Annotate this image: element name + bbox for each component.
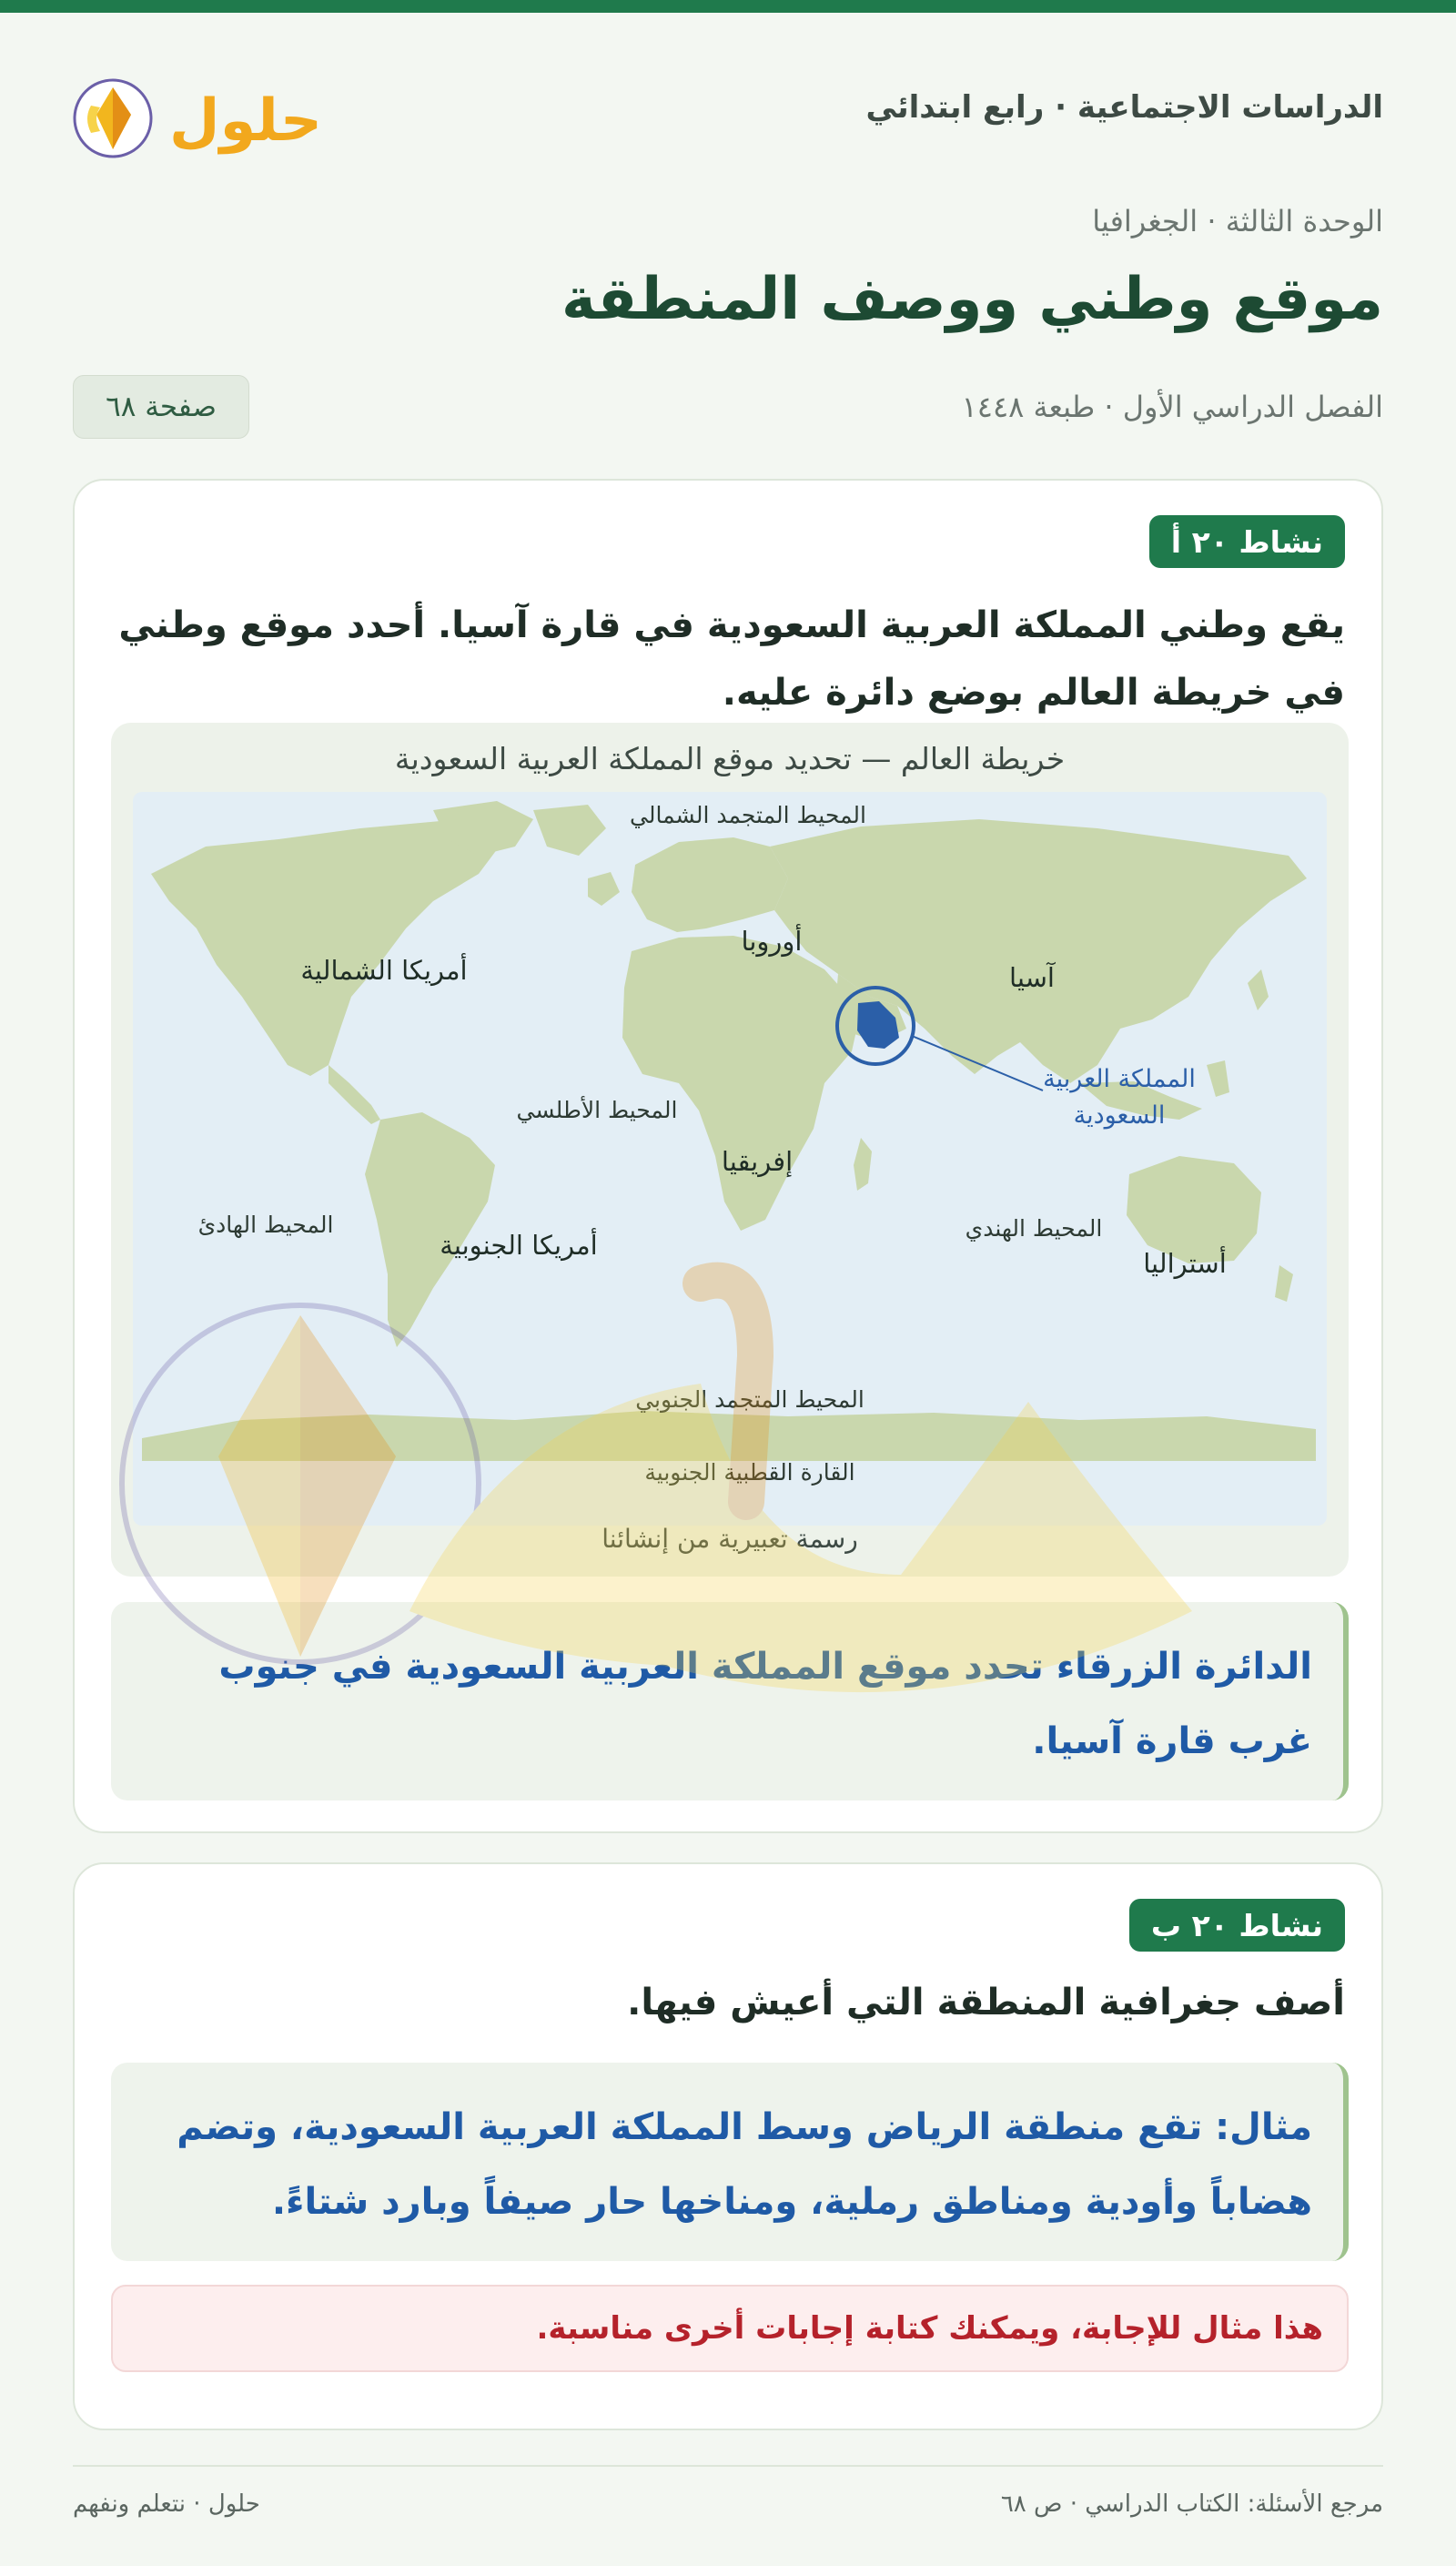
activity-a-label: نشاط ٢٠ أ — [1149, 515, 1345, 568]
page-title: موقع وطني ووصف المنطقة — [561, 266, 1383, 333]
label-arctic-ocean: المحيط المتجمد الشمالي — [630, 802, 866, 828]
answer-note: هذا مثال للإجابة، ويمكنك كتابة إجابات أخرى مناسبة. — [536, 2310, 1323, 2347]
label-ksa-line2: السعودية — [1073, 1101, 1166, 1130]
label-atlantic-ocean: المحيط الأطلسي — [516, 1097, 678, 1123]
footer-brand: حلول · نتعلم ونفهم — [73, 2490, 260, 2518]
subject-title: الدراسات الاجتماعية · رابع ابتدائي — [865, 89, 1383, 126]
label-pacific-ocean: المحيط الهادئ — [197, 1212, 334, 1238]
unit-label: الوحدة الثالثة · الجغرافيا — [1092, 204, 1383, 238]
activity-a-answer-box — [111, 1602, 1349, 1800]
page-header — [73, 62, 1383, 171]
label-asia: آسيا — [1009, 962, 1055, 993]
map-title: خريطة العالم — تحديد موقع المملكة العربية السعودية — [394, 741, 1066, 776]
label-australia: أستراليا — [1143, 1248, 1227, 1279]
hulul-logo[interactable] — [73, 62, 346, 171]
label-south-america: أمريكا الجنوبية — [440, 1230, 598, 1261]
label-antarctica: القارة القطبية الجنوبية — [644, 1459, 855, 1486]
top-accent-bar — [0, 0, 1456, 13]
activity-a-card — [73, 479, 1383, 1833]
activity-b-answer-box — [111, 2063, 1349, 2261]
activity-b-question: أصف جغرافية المنطقة التي أعيش فيها. — [627, 1982, 1345, 2023]
activity-b-label: نشاط ٢٠ ب — [1129, 1899, 1345, 1952]
activity-a-answer: الدائرة الزرقاء تحدد موقع المملكة العربية السعودية في جنوب غرب قارة آسيا. — [218, 1646, 1312, 1762]
label-africa: إفريقيا — [721, 1146, 794, 1177]
semester-label: الفصل الدراسي الأول · طبعة ١٤٤٨ — [961, 390, 1383, 424]
world-map-figure — [111, 723, 1349, 1577]
footer-reference: مرجع الأسئلة: الكتاب الدراسي · ص ٦٨ — [1000, 2490, 1383, 2518]
label-ksa-line1: المملكة العربية — [1043, 1065, 1196, 1093]
logo-text: حلول — [169, 87, 322, 155]
label-europe: أوروبا — [741, 926, 803, 957]
map-caption: رسمة تعبيرية من إنشائنا — [602, 1524, 858, 1554]
label-north-america: أمريكا الشمالية — [300, 955, 468, 986]
footer-divider — [73, 2465, 1383, 2467]
antarctica-shape — [142, 1411, 1316, 1461]
answer-note-box — [111, 2285, 1349, 2372]
world-map — [133, 792, 1327, 1526]
page-number-badge: صفحة ٦٨ — [73, 375, 249, 439]
activity-b-card — [73, 1862, 1383, 2430]
label-indian-ocean: المحيط الهندي — [965, 1215, 1103, 1242]
activity-b-answer: مثال: تقع منطقة الرياض وسط المملكة العربية السعودية، وتضم هضاباً وأودية ومناطق رملية، ومناخها حار صيفاً وبارد شتاءً. — [177, 2106, 1312, 2223]
label-southern-ocean: المحيط المتجمد الجنوبي — [635, 1386, 864, 1413]
activity-a-question: يقع وطني المملكة العربية السعودية في قارة آسيا. أحدد موقع وطني في خريطة العالم بوضع دائرة عليه. — [118, 604, 1345, 714]
